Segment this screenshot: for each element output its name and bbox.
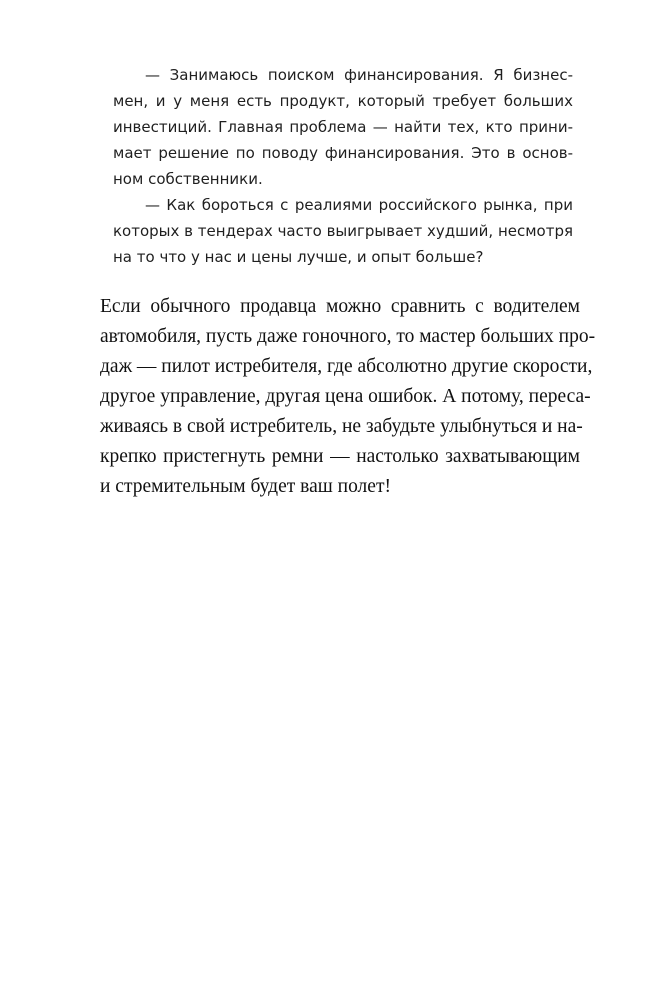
paragraph-line: Если обычного продавца можно сравнить с водителем <box>100 296 580 317</box>
quote-line: мен, и у меня есть продукт, который требует больших <box>113 92 573 110</box>
quote-line: ном собственники. <box>113 170 263 188</box>
quote-russian-market <box>113 192 573 270</box>
paragraph-line: и стремительным будет ваш полет! <box>100 476 391 497</box>
quote-line: — Занимаюсь поиском финансирования. Я бизнес- <box>145 66 573 84</box>
quote-line: которых в тендерах часто выигрывает худший, несмотря <box>113 222 573 240</box>
paragraph-line: даж — пилот истребителя, где абсолютно другие скорости, <box>100 356 593 377</box>
quote-block <box>113 62 573 270</box>
paragraph-line: живаясь в свой истребитель, не забудьте улыбнуться и на- <box>100 416 583 437</box>
body-paragraph <box>100 292 596 502</box>
quote-line: на то что у нас и цены лучше, и опыт больше? <box>113 248 484 266</box>
paragraph-line: другое управление, другая цена ошибок. А потому, переса- <box>100 386 591 407</box>
quote-line: мает решение по поводу финансирования. Это в основ- <box>113 144 573 162</box>
quote-line: инвестиций. Главная проблема — найти тех, кто прини- <box>113 118 573 136</box>
paragraph-line: автомобиля, пусть даже гоночного, то мастер больших про- <box>100 326 596 347</box>
quote-financing <box>113 62 573 192</box>
paragraph-line: крепко пристегнуть ремни — настолько захватывающим <box>100 446 580 467</box>
quote-line: — Как бороться с реалиями российского рынка, при <box>145 196 573 214</box>
